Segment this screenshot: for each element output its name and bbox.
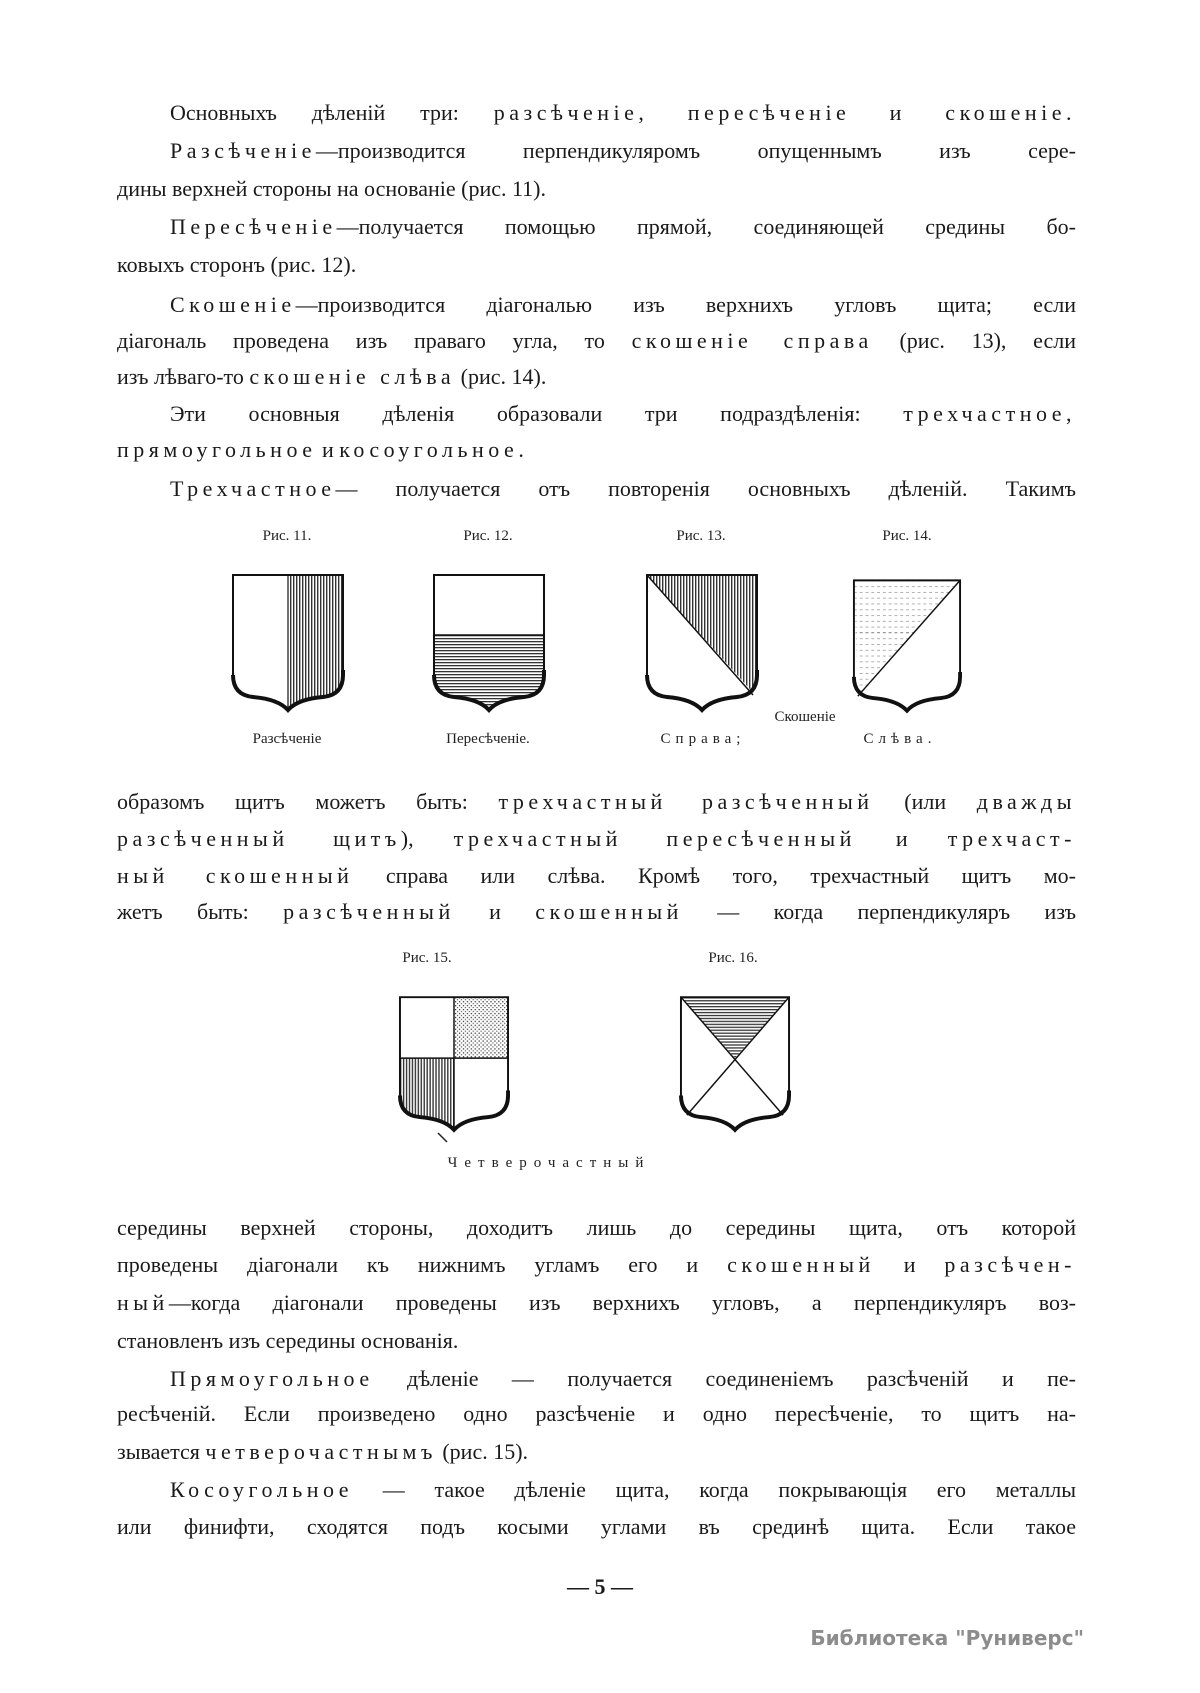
spaced-emphasis-text: Скошеніе: [170, 292, 296, 317]
text-line: [117, 1288, 1076, 1318]
text-segment: дѣленіе — получается соединеніемъ разсѣченій и пе-: [373, 1366, 1076, 1391]
text-line: [117, 787, 1076, 817]
text-segment: —производится перпендикуляромъ опущеннымъ изъ сере-: [315, 138, 1076, 163]
text-line: [117, 174, 1076, 204]
spaced-emphasis-text: четверочастнымъ: [205, 1439, 437, 1464]
text-line: [117, 1437, 1076, 1467]
text-line: [117, 861, 1076, 891]
spaced-emphasis-text: Разсѣченіе: [170, 138, 316, 163]
spaced-emphasis-text: ный: [117, 1290, 169, 1315]
text-segment: Основныхъ дѣленій три:: [170, 100, 494, 125]
text-segment: ковыхъ сторонъ (рис. 12).: [117, 252, 357, 277]
text-segment: и: [316, 437, 340, 462]
spaced-emphasis-text: разсѣченный: [283, 899, 455, 924]
text-segment: проведены діагонали къ нижнимъ угламъ его и: [117, 1252, 728, 1277]
text-line: [170, 474, 1076, 504]
fig14-label: Слѣва.: [863, 731, 937, 747]
text-segment: —получается помощью прямой, соединяющей средины бо-: [336, 214, 1076, 239]
text-segment: діагональ проведена изъ праваго угла, то: [117, 328, 632, 353]
text-line: [117, 1250, 1076, 1280]
text-segment: — получается отъ повторенія основныхъ дѣленій. Такимъ: [335, 476, 1076, 501]
page-number: — 5 —: [567, 1574, 633, 1599]
spaced-emphasis-text: трехчаст-: [947, 826, 1076, 851]
text-segment: жетъ быть:: [117, 899, 284, 924]
text-segment: (или: [873, 789, 977, 814]
fig16-caption: Рис. 16.: [708, 950, 758, 966]
shield-fig11-per-pale: [231, 573, 345, 713]
skoshenie-label: Скошеніе: [774, 709, 836, 725]
text-segment: изъ лѣваго-то: [117, 364, 250, 389]
spaced-emphasis-text: прямоугольное: [117, 437, 317, 462]
text-segment: ),: [400, 826, 454, 851]
text-segment: (рис. 14).: [455, 364, 547, 389]
text-segment: середины верхней стороны, доходитъ лишь до середины щита, отъ которой: [117, 1215, 1076, 1240]
fig12-caption: Рис. 12.: [463, 528, 513, 544]
text-segment: ресѣченій. Если произведено одно разсѣченіе и одно пересѣченіе, то щитъ на-: [117, 1401, 1076, 1426]
watermark: Библиотека "Руниверс": [810, 1626, 1084, 1650]
shield-fig16-per-saltire: [679, 995, 791, 1133]
spaced-emphasis-text: Пересѣченіе: [170, 214, 337, 239]
text-segment: (рис. 15).: [436, 1439, 529, 1464]
fig14-caption: Рис. 14.: [882, 528, 932, 544]
shield-fig14-per-bend-sinister: [852, 578, 962, 714]
text-segment: — такое дѣленіе щита, когда покрывающія его металлы: [353, 1477, 1076, 1502]
spaced-emphasis-text: Прямоугольное: [170, 1366, 374, 1391]
spaced-emphasis-text: скошенный: [535, 899, 683, 924]
text-segment: и: [855, 826, 948, 851]
spaced-emphasis-text: разсѣченіе, пересѣченіе и скошеніе.: [493, 100, 1076, 125]
text-line: [117, 326, 1076, 356]
text-line: [117, 250, 1076, 280]
text-segment: или финифти, сходятся подъ косыми углами въ срединѣ щита. Если такое: [117, 1514, 1076, 1539]
text-line: [117, 1512, 1076, 1542]
text-segment: —производится діагональю изъ верхнихъ угловъ щита; если: [295, 292, 1076, 317]
spaced-emphasis-text: разсѣчен-: [944, 1252, 1076, 1277]
spaced-emphasis-text: трехчастное,: [903, 401, 1076, 426]
shield-fig15-quarterly: [398, 995, 510, 1133]
spaced-emphasis-text: трехчастный пересѣченный: [453, 826, 856, 851]
spaced-emphasis-text: разсѣченный щитъ: [117, 826, 401, 851]
text-line: [117, 1326, 1076, 1356]
text-line: [117, 824, 1076, 854]
spaced-emphasis-text: трехчастный разсѣченный: [498, 789, 874, 814]
spaced-emphasis-text: скошенный: [727, 1252, 875, 1277]
spaced-emphasis-text: скошеніе справа: [631, 328, 873, 353]
text-segment: и: [454, 899, 536, 924]
text-line: [117, 362, 1076, 392]
text-line: [170, 98, 1076, 128]
text-segment: — когда перпендикуляръ изъ: [682, 899, 1077, 924]
text-line: [170, 136, 1076, 166]
text-line: [117, 1399, 1076, 1429]
spaced-emphasis-text: ный скошенный: [117, 863, 354, 888]
text-segment: дины верхней стороны на основаніе (рис. 11).: [117, 176, 547, 201]
fig11-caption: Рис. 11.: [262, 528, 312, 544]
text-segment: и: [874, 1252, 945, 1277]
text-line: [117, 435, 1076, 465]
spaced-emphasis-text: косоугольное.: [339, 437, 529, 462]
fig13-label: Справа;: [660, 731, 746, 747]
fig12-label: Пересѣченіе.: [446, 731, 530, 747]
shield-fig13-per-bend: [645, 573, 759, 713]
fig15-label: Четверочастный: [447, 1155, 651, 1171]
text-segment: Эти основныя дѣленія образовали три подраздѣленія:: [170, 401, 904, 426]
spaced-emphasis-text: Косоугольное: [170, 1477, 354, 1502]
fig11-label: Разсѣченіе: [252, 731, 322, 747]
text-segment: справа или слѣва. Кромѣ того, трехчастный щитъ мо-: [353, 863, 1076, 888]
text-line: [170, 1364, 1076, 1394]
text-line: [170, 290, 1076, 320]
fig13-caption: Рис. 13.: [676, 528, 726, 544]
text-line: [117, 897, 1076, 927]
fig15-caption: Рис. 15.: [402, 950, 452, 966]
text-segment: становленъ изъ середины основанія.: [117, 1328, 459, 1353]
text-segment: —когда діагонали проведены изъ верхнихъ угловъ, а перпендикуляръ воз-: [168, 1290, 1076, 1315]
text-line: [170, 1475, 1076, 1505]
text-segment: образомъ щитъ можетъ быть:: [117, 789, 499, 814]
arrow-mark-icon: [436, 1131, 450, 1145]
shield-fig12-per-fess: [432, 573, 546, 713]
spaced-emphasis-text: Трехчастное: [170, 476, 336, 501]
spaced-emphasis-text: скошеніе слѣва: [249, 364, 456, 389]
text-segment: (рис. 13), если: [872, 328, 1076, 353]
spaced-emphasis-text: дважды: [976, 789, 1076, 814]
text-line: [117, 1213, 1076, 1243]
text-segment: зывается: [117, 1439, 206, 1464]
text-line: [170, 212, 1076, 242]
text-line: [170, 399, 1076, 429]
